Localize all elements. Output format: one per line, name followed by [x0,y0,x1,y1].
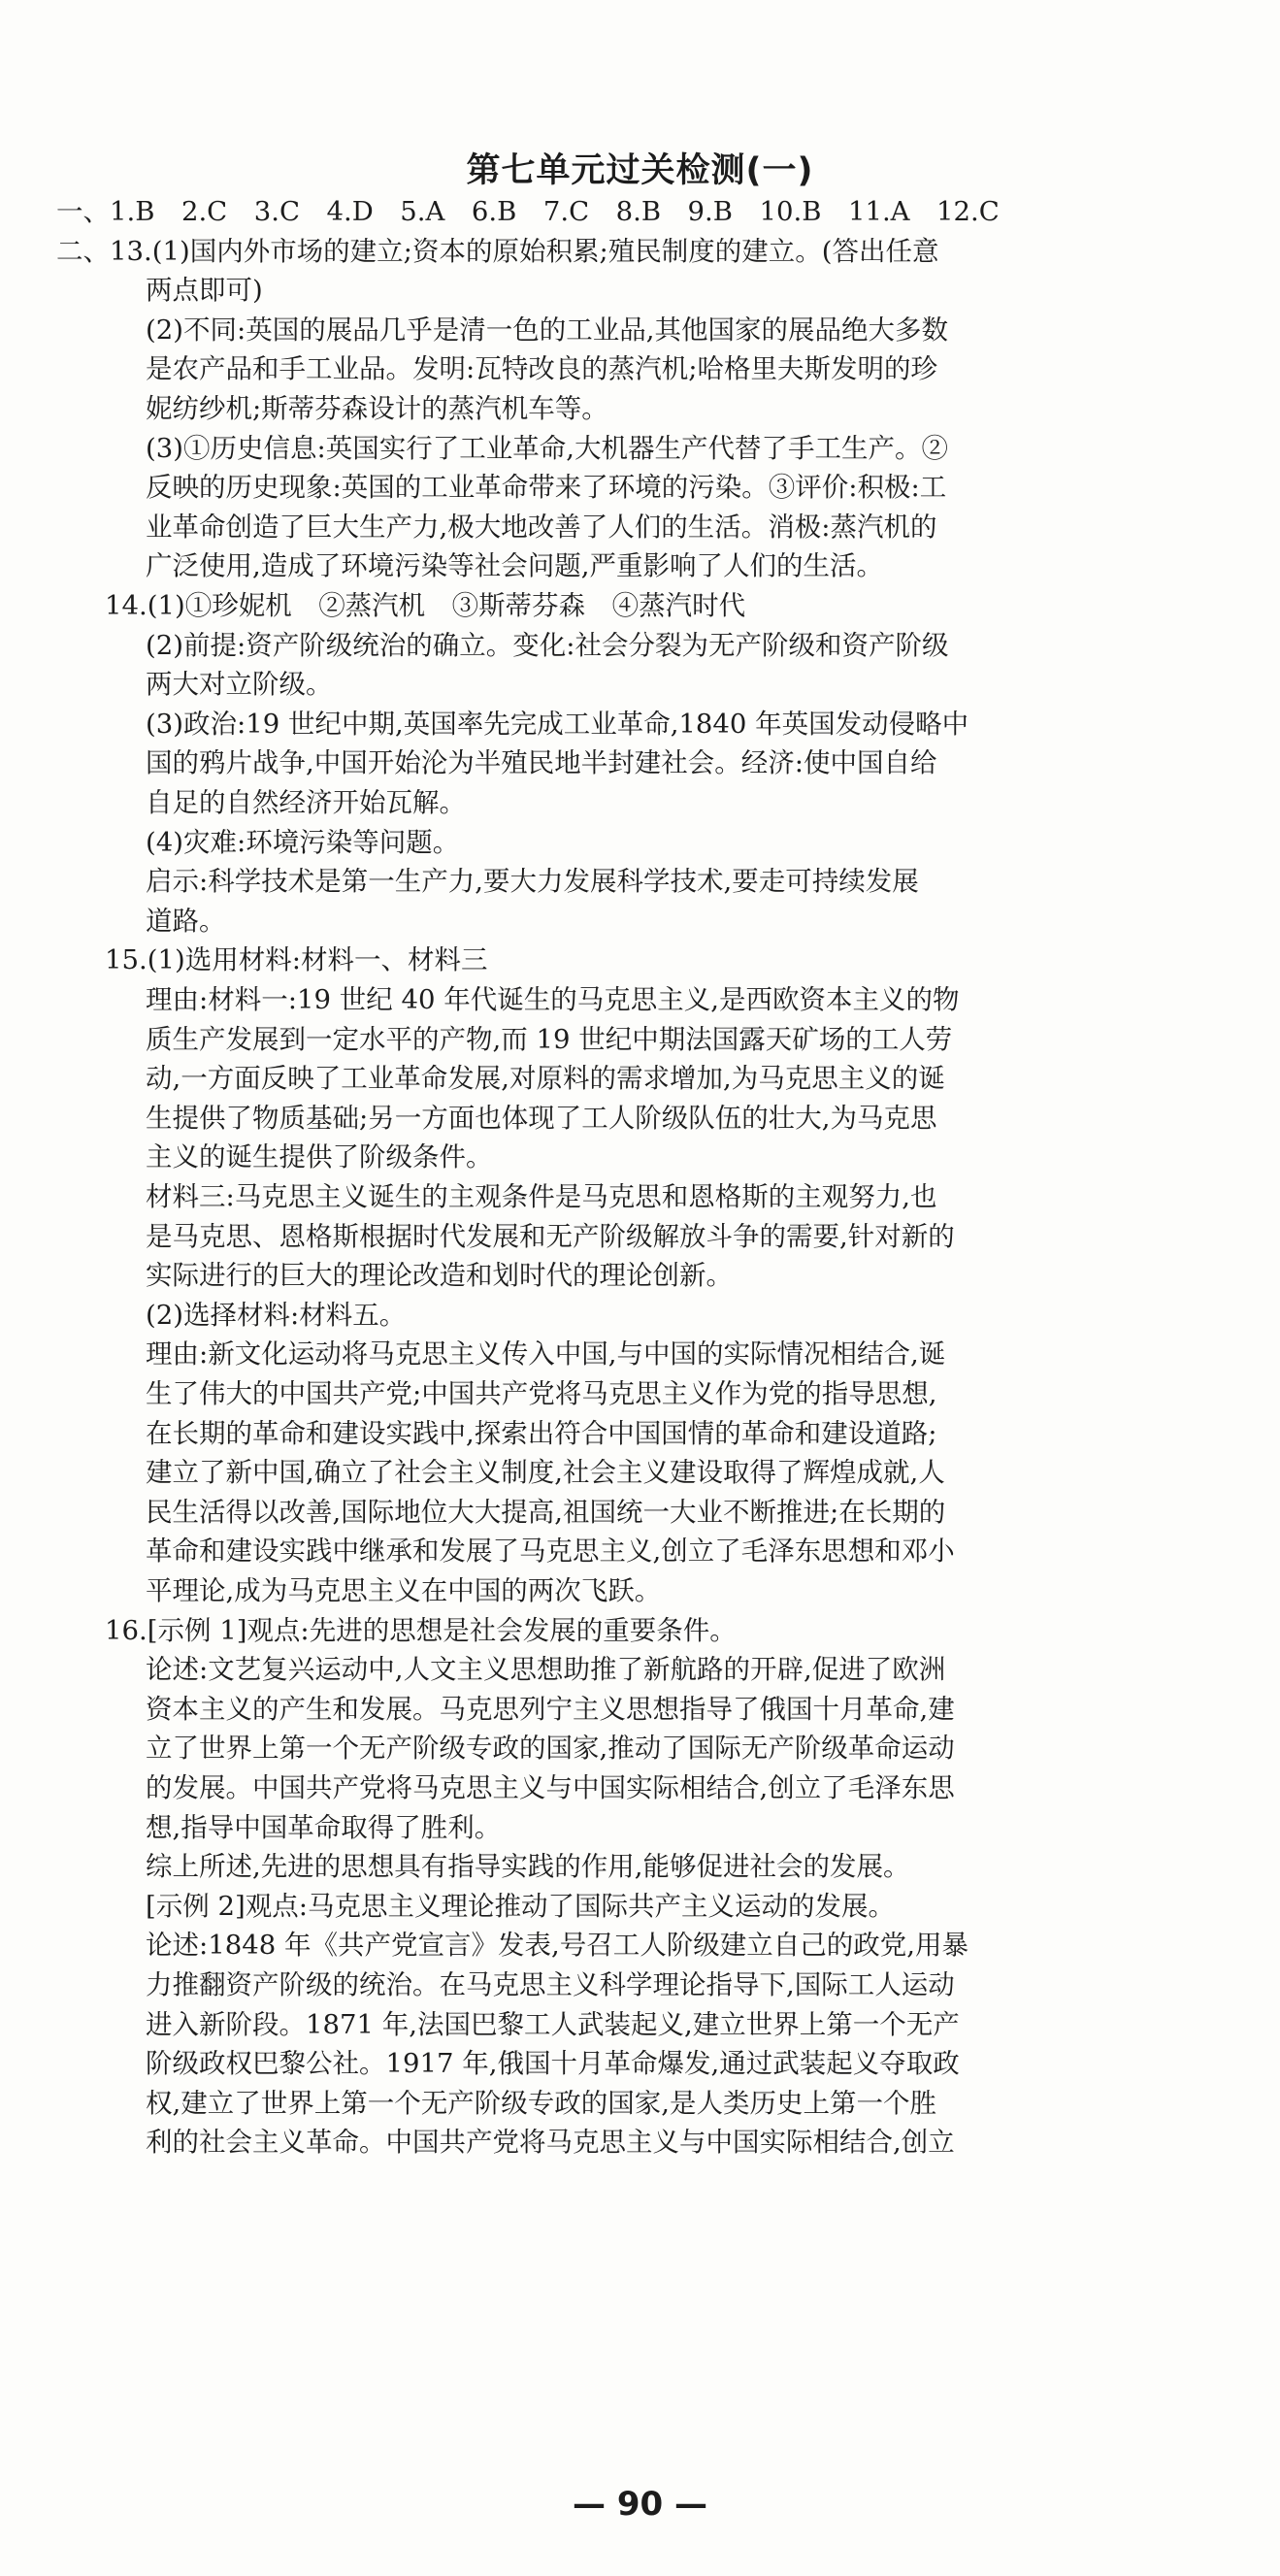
text-line: 一、1.B 2.C 3.C 4.D 5.A 6.B 7.C 8.B 9.B 10.B 11.A 12.C [56,196,1000,227]
text-line: 妮纺纱机;斯蒂芬森设计的蒸汽机车等。 [146,393,608,424]
text-line: (2)不同:英国的展品几乎是清一色的工业品,其他国家的展品绝大多数 [146,314,948,346]
text-line: 广泛使用,造成了环境污染等社会问题,严重影响了人们的生活。 [146,550,883,581]
text-line: [示例 2]观点:马克思主义理论推动了国际共产主义运动的发展。 [146,1891,895,1922]
text-line: (2)选择材料:材料五。 [146,1300,407,1331]
text-line: 主义的诞生提供了阶级条件。 [146,1141,493,1172]
text-line: 论述:1848 年《共产党宣言》发表,号召工人阶级建立自己的政党,用暴 [146,1930,968,1961]
text-line: 理由:材料一:19 世纪 40 年代诞生的马克思主义,是西欧资本主义的物 [146,984,960,1015]
text-line: 平理论,成为马克思主义在中国的两次飞跃。 [146,1575,662,1606]
text-line: 理由:新文化运动将马克思主义传入中国,与中国的实际情况相结合,诞 [146,1338,946,1370]
page-number: — 90 — [573,2485,707,2524]
text-line: (4)灾难:环境污染等问题。 [146,827,460,858]
text-line: 利的社会主义革命。中国共产党将马克思主义与中国实际相结合,创立 [146,2127,955,2158]
text-line: 两点即可) [146,275,263,306]
text-line: 启示:科学技术是第一生产力,要大力发展科学技术,要走可持续发展 [146,866,919,897]
text-line: 动,一方面反映了工业革命发展,对原料的需求增加,为马克思主义的诞 [146,1063,945,1094]
text-line: 权,建立了世界上第一个无产阶级专政的国家,是人类历史上第一个胜 [146,2088,936,2119]
text-line: (3)①历史信息:英国实行了工业革命,大机器生产代替了手工生产。② [146,433,948,464]
text-line: 在长期的革命和建设实践中,探索出符合中国国情的革命和建设道路; [146,1418,937,1449]
text-line: 生了伟大的中国共产党;中国共产党将马克思主义作为党的指导思想, [146,1378,937,1409]
text-line: 论述:文艺复兴运动中,人文主义思想助推了新航路的开辟,促进了欧洲 [146,1654,946,1685]
text-line: 是农产品和手工业品。发明:瓦特改良的蒸汽机;哈格里夫斯发明的珍 [146,353,938,384]
text-line: 15.(1)选用材料:材料一、材料三 [105,944,488,975]
text-line: 力推翻资产阶级的统治。在马克思主义科学理论指导下,国际工人运动 [146,1969,955,2000]
text-line: 立了世界上第一个无产阶级专政的国家,推动了国际无产阶级革命运动 [146,1733,955,1764]
text-line: 资本主义的产生和发展。马克思列宁主义思想指导了俄国十月革命,建 [146,1694,955,1725]
text-line: 的发展。中国共产党将马克思主义与中国实际相结合,创立了毛泽东思 [146,1772,955,1803]
text-line: 革命和建设实践中继承和发展了马克思主义,创立了毛泽东思想和邓小 [146,1536,955,1567]
text-line: 生提供了物质基础;另一方面也体现了工人阶级队伍的壮大,为马克思 [146,1103,937,1134]
text-line: (2)前提:资产阶级统治的确立。变化:社会分裂为无产阶级和资产阶级 [146,630,949,661]
text-line: 想,指导中国革命取得了胜利。 [146,1812,502,1843]
text-line: 材料三:马克思主义诞生的主观条件是马克思和恩格斯的主观努力,也 [146,1181,937,1212]
text-line: 业革命创造了巨大生产力,极大地改善了人们的生活。消极:蒸汽机的 [146,512,937,543]
text-line: 综上所述,先进的思想具有指导实践的作用,能够促进社会的发展。 [146,1851,910,1882]
text-line: 是马克思、恩格斯根据时代发展和无产阶级解放斗争的需要,针对新的 [146,1221,955,1252]
text-line: 建立了新中国,确立了社会主义制度,社会主义建设取得了辉煌成就,人 [146,1457,945,1488]
text-line: 两大对立阶级。 [146,669,333,700]
text-line: 自足的自然经济开始瓦解。 [146,787,466,818]
text-line: 实际进行的巨大的理论改造和划时代的理论创新。 [146,1260,733,1291]
text-line: 阶级政权巴黎公社。1917 年,俄国十月革命爆发,通过武装起义夺取政 [146,2048,960,2079]
text-line: 质生产发展到一定水平的产物,而 19 世纪中期法国露天矿场的工人劳 [146,1024,953,1055]
text-line: 16.[示例 1]观点:先进的思想是社会发展的重要条件。 [105,1615,737,1646]
text-line: 民生活得以改善,国际地位大大提高,祖国统一大业不断推进;在长期的 [146,1497,946,1528]
text-line: 反映的历史现象:英国的工业革命带来了环境的污染。③评价:积极:工 [146,472,947,503]
text-line: 二、13.(1)国内外市场的建立;资本的原始积累;殖民制度的建立。(答出任意 [56,236,939,267]
text-line: 14.(1)①珍妮机 ②蒸汽机 ③斯蒂芬森 ④蒸汽时代 [105,590,746,621]
text-line: (3)政治:19 世纪中期,英国率先完成工业革命,1840 年英国发动侵略中 [146,709,969,740]
page-title: 第七单元过关检测(一) [466,151,814,190]
text-line: 道路。 [146,906,226,937]
text-line: 国的鸦片战争,中国开始沦为半殖民地半封建社会。经济:使中国自给 [146,747,937,778]
text-line: 进入新阶段。1871 年,法国巴黎工人武装起义,建立世界上第一个无产 [146,2009,960,2040]
